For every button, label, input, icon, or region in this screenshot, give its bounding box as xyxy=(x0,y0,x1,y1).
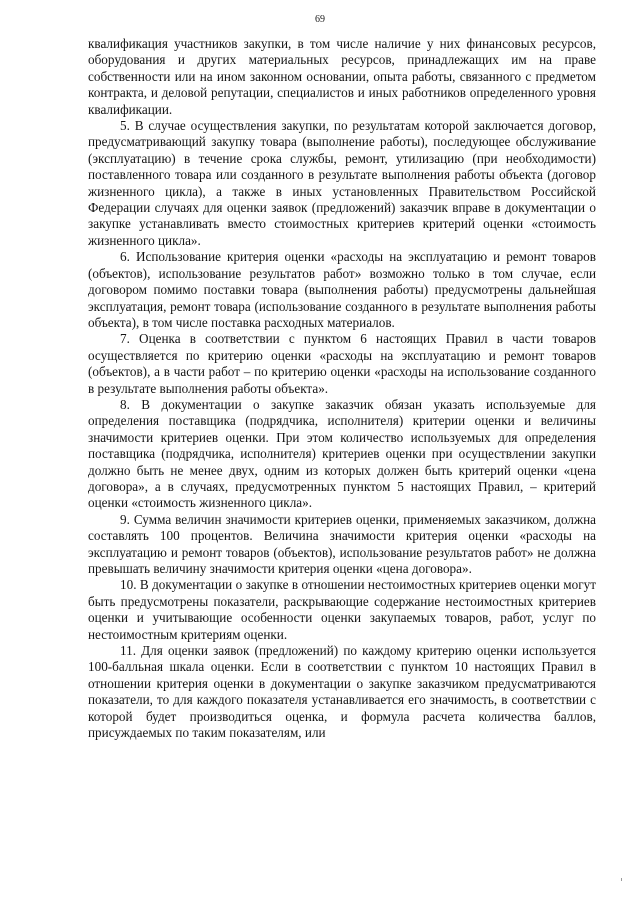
paragraph-item-10: 10. В документации о закупке в отношении нестоимостных критериев оценки могут быть предусмотрены показатели, раскрывающие содержание нестоимостных критериев оценки и учитывающие особенности оценки закупаемых товаров, работ, услуг по нестоимостным критериям оценки. xyxy=(88,577,596,642)
paragraph-item-11: 11. Для оценки заявок (предложений) по каждому критерию оценки используется 100-балльная шкала оценки. Если в соответствии с пунктом 10 настоящих Правил в отношении критерия оценки в документации о закупке заказчиком предусматриваются показатели, то для каждого показателя устанавливается его значимость, в соответствии с которой будет производиться оценка, и формула расчета количества баллов, присуждаемых по таким показателям, или xyxy=(88,643,596,741)
paragraph-item-6: 6. Использование критерия оценки «расходы на эксплуатацию и ремонт товаров (объектов), использование результатов работ» возможно только в том случае, если договором помимо поставки товара (выполнения работы) предусмотрены дальнейшая эксплуатация, ремонт товара (использование созданного в результате выполнения работы объекта), в том числе поставка расходных материалов. xyxy=(88,249,596,330)
paragraph-item-5: 5. В случае осуществления закупки, по результатам которой заключается договор, предусматривающий закупку товара (выполнение работы), последующее обслуживание (эксплуатацию) в течение срока службы, ремонт, утилизацию (при необходимости) поставленного товара или созданного в результате выполнения работы объекта (договор жизненного цикла), а также в иных установленных Правительством Российской Федерации случаях для оценки заявок (предложений) заказчик вправе в документации о закупке устанавливать вместо стоимостных критериев критерий оценки «стоимость жизненного цикла». xyxy=(88,118,596,248)
page-number: 69 xyxy=(315,14,325,25)
paragraph-item-8: 8. В документации о закупке заказчик обязан указать используемые для определения поставщика (подрядчика, исполнителя) критерии оценки и величины значимости критериев оценки. При этом количество используемых для определения поставщика (подрядчика, исполнителя) критериев оценки при осуществлении закупки должно быть не менее двух, одним из которых должен быть критерий оценки «цена договора», а в случаях, предусмотренных пунктом 5 настоящих Правил, – критерий оценки «стоимость жизненного цикла». xyxy=(88,396,596,511)
document-body xyxy=(88,36,596,741)
scan-speck xyxy=(621,878,622,881)
paragraph-continuation: квалификация участников закупки, в том числе наличие у них финансовых ресурсов, оборудования и других материальных ресурсов, принадлежащих им на праве собственности или на ином законном основании, опыта работы, связанного с предметом контракта, и деловой репутации, специалистов и иных работников определенного уровня квалификации. xyxy=(88,36,596,117)
paragraph-item-7: 7. Оценка в соответствии с пунктом 6 настоящих Правил в части товаров осуществляется по критерию оценки «расходы на эксплуатацию и ремонт товаров (объектов), а в части работ – по критерию оценки «расходы на использование созданного в результате выполнения работы объекта». xyxy=(88,331,596,396)
paragraph-item-9: 9. Сумма величин значимости критериев оценки, применяемых заказчиком, должна составлять 100 процентов. Величина значимости критерия оценки «расходы на эксплуатацию и ремонт товаров (объектов), использование результатов работ» не должна превышать величину значимости критерия оценки «цена договора». xyxy=(88,511,596,576)
